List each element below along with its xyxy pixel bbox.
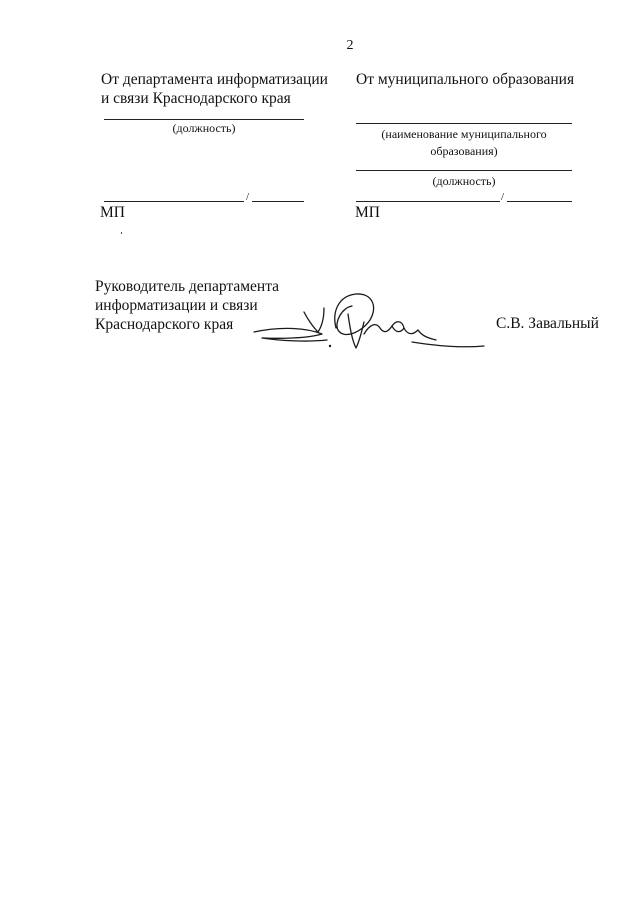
left-party-header-line1: От департамента информатизации (101, 71, 328, 88)
left-position-caption: (должность) (172, 121, 236, 135)
stray-mark (121, 232, 122, 234)
signatory-title-line3: Краснодарского края (95, 316, 234, 333)
right-position-caption: (должность) (432, 174, 496, 188)
handwritten-signature (252, 284, 487, 369)
left-name-line (252, 201, 304, 202)
right-party-header: От муниципального образования (356, 71, 575, 88)
right-org-name-line (356, 123, 572, 124)
signatory-name: С.В. Завальный (496, 315, 599, 332)
right-org-name-caption-line1: (наименование муниципального (381, 127, 547, 141)
left-party-header (101, 70, 337, 108)
signatory-title-line1: Руководитель департамента (95, 278, 280, 295)
left-signature-line (104, 201, 244, 202)
left-seal-label: МП (100, 204, 125, 221)
right-position-line (356, 170, 572, 171)
right-name-line (507, 201, 572, 202)
page-number: 2 (346, 38, 354, 53)
right-seal-label: МП (355, 204, 380, 221)
left-signature-slash: / (246, 191, 250, 203)
right-org-name-caption-line2: образования) (430, 144, 498, 158)
left-party-header-line2: и связи Краснодарского края (101, 90, 291, 107)
signatory-title-line2: информатизации и связи (95, 297, 258, 314)
right-signature-slash: / (501, 191, 505, 203)
right-org-name-caption (356, 126, 572, 160)
right-signature-line (356, 201, 500, 202)
